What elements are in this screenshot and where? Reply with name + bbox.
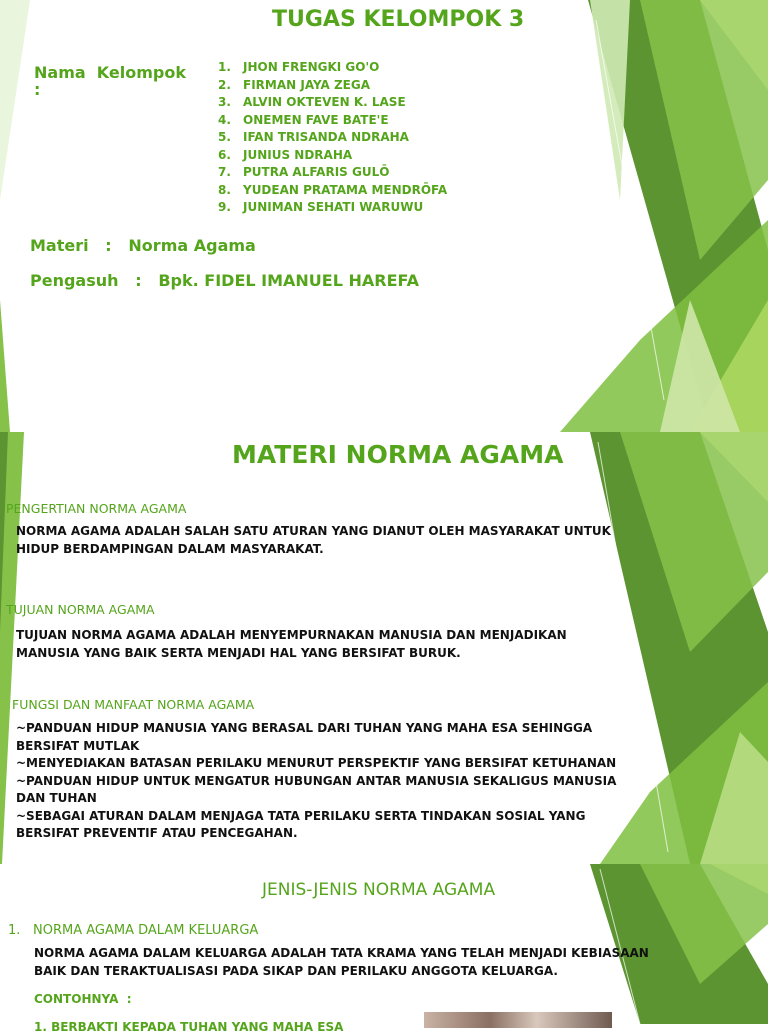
item-heading	[8, 923, 258, 938]
member-item: 6. JUNIUS NDRAHA	[218, 147, 353, 162]
item-heading-text: NORMA AGAMA DALAM KELUARGA	[33, 923, 259, 938]
body-line: NORMA AGAMA ADALAH SALAH SATU ATURAN YANG DIANUT OLEH MASYARAKAT UNTUK	[16, 524, 611, 538]
member-list	[218, 59, 447, 217]
body-line: ~PANDUAN HIDUP UNTUK MENGATUR HUBUNGAN ANTAR MANUSIA SEKALIGUS MANUSIA	[16, 773, 617, 788]
member-item: 9. JUNIMAN SEHATI WARUWU	[218, 200, 424, 214]
member-item: 8. YUDEAN PRATAMA MENDRŌFA	[218, 182, 448, 197]
slide-2-title: MATERI NORMA AGAMA	[232, 440, 564, 469]
body-line: ~MENYEDIAKAN BATASAN PERILAKU MENURUT PERSPEKTIF YANG BERSIFAT KETUHANAN	[16, 756, 617, 770]
example-label: CONTOHNYA :	[34, 992, 132, 1006]
group-label-text: Nama Kelompok	[34, 63, 186, 82]
section-heading-tujuan: TUJUAN NORMA AGAMA	[6, 602, 155, 617]
slide-2	[0, 432, 768, 864]
group-label-colon: :	[34, 80, 41, 99]
body-line: HIDUP BERDAMPINGAN DALAM MASYARAKAT.	[16, 541, 324, 556]
item-body	[34, 945, 649, 980]
section-heading-fungsi: FUNGSI DAN MANFAAT NORMA AGAMA	[12, 697, 255, 712]
member-item: 4. ONEMEN FAVE BATE'E	[218, 112, 389, 127]
section-body-tujuan	[16, 627, 567, 662]
materi-line: Materi : Norma Agama	[30, 236, 256, 255]
member-item: 7. PUTRA ALFARIS GULŌ	[218, 165, 390, 179]
example-item-partial: 1. BERBAKTI KEPADA TUHAN YANG MAHA ESA	[34, 1020, 344, 1034]
item-number: 1.	[8, 923, 21, 938]
member-item: 1. JHON FRENGKI GO'O	[218, 60, 380, 74]
body-line: MANUSIA YANG BAIK SERTA MENJADI HAL YANG BERSIFAT BURUK.	[16, 645, 461, 660]
member-item: 3. ALVIN OKTEVEN K. LASE	[218, 95, 406, 109]
body-line: TUJUAN NORMA AGAMA ADALAH MENYEMPURNAKAN MANUSIA DAN MENJADIKAN	[16, 628, 567, 642]
section-body-fungsi	[16, 720, 616, 843]
body-line: ~PANDUAN HIDUP MANUSIA YANG BERASAL DARI TUHAN YANG MAHA ESA SEHINGGA	[16, 721, 593, 735]
slide-1	[0, 0, 768, 432]
slide-3-title: JENIS-JENIS NORMA AGAMA	[262, 880, 496, 900]
member-item: 2. FIRMAN JAYA ZEGA	[218, 77, 370, 92]
section-body-pengertian	[16, 523, 611, 558]
body-line: DAN TUHAN	[16, 791, 97, 805]
body-line: ~SEBAGAI ATURAN DALAM MENJAGA TATA PERILAKU SERTA TINDAKAN SOSIAL YANG	[16, 808, 586, 823]
body-line: BERSIFAT MUTLAK	[16, 738, 140, 753]
member-item: 5. IFAN TRISANDA NDRAHA	[218, 130, 409, 144]
slide-3	[0, 864, 768, 1034]
example-photo	[424, 1012, 612, 1028]
slide-1-title: TUGAS KELOMPOK 3	[272, 7, 525, 32]
body-line: NORMA AGAMA DALAM KELUARGA ADALAH TATA KRAMA YANG TELAH MENJADI KEBIASAAN	[34, 946, 649, 960]
body-line: BAIK DAN TERAKTUALISASI PADA SIKAP DAN PERILAKU ANGGOTA KELUARGA.	[34, 963, 558, 978]
body-line: BERSIFAT PREVENTIF ATAU PENCEGAHAN.	[16, 826, 298, 840]
group-label	[34, 64, 186, 98]
section-heading-pengertian: PENGERTIAN NORMA AGAMA	[6, 501, 187, 516]
pengasuh-line: Pengasuh : Bpk. FIDEL IMANUEL HAREFA	[30, 271, 419, 290]
